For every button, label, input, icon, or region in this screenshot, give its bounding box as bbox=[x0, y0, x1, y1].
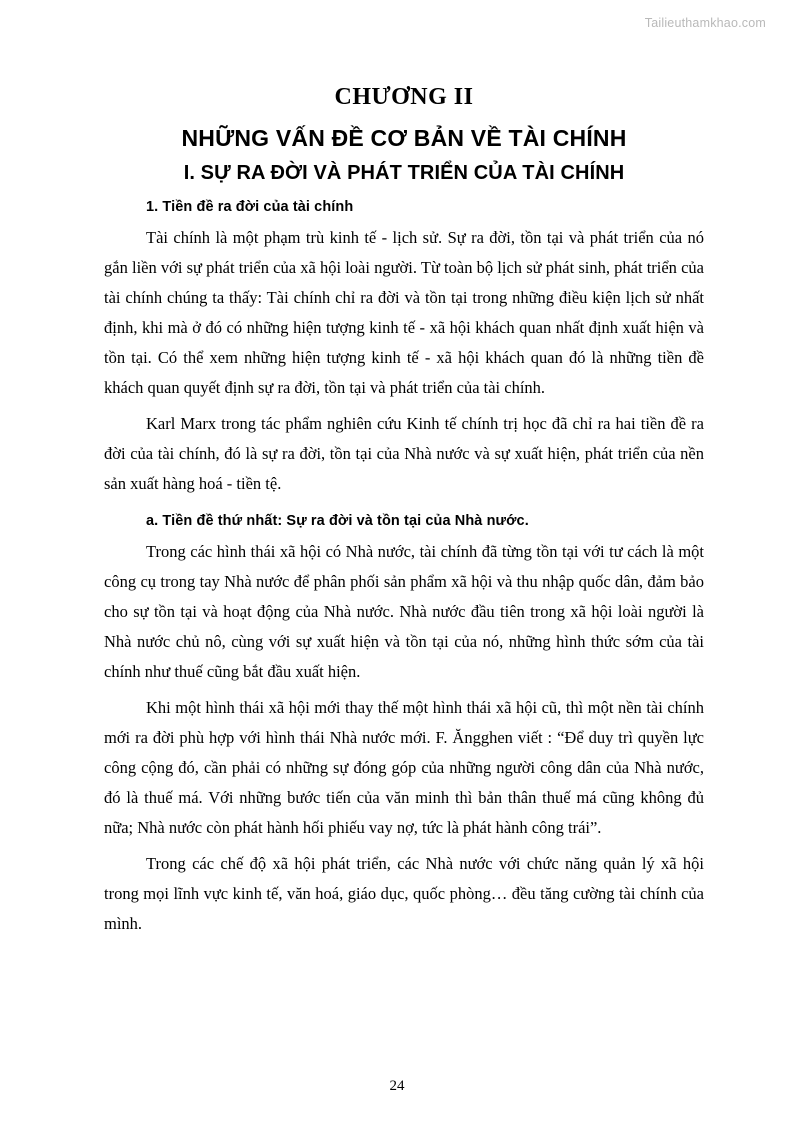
document-body bbox=[104, 84, 704, 939]
paragraph: Tài chính là một phạm trù kinh tế - lịch sử. Sự ra đời, tồn tại và phát triển của nó gắn liền với sự phát triển của xã hội loài người. Từ toàn bộ lịch sử phát sinh, phát triển của tài chính chúng ta thấy: Tài chính chỉ ra đời và tồn tại trong những điều kiện lịch sử nhất định, khi mà ở đó có những hiện tượng kinh tế - xã hội khách quan nhất định xuất hiện và tồn tại. Có thể xem những hiện tượng kinh tế - xã hội khách quan đó là những tiền đề khách quan quyết định sự ra đời, tồn tại và phát triển của tài chính. bbox=[104, 228, 704, 397]
paragraph: Karl Marx trong tác phẩm nghiên cứu Kinh tế chính trị học đã chỉ ra hai tiền đề ra đời của tài chính, đó là sự ra đời, tồn tại của Nhà nước và sự xuất hiện, phát triển của nền sản xuất hàng hoá - tiền tệ. bbox=[104, 414, 704, 493]
subsubsection-heading: a. Tiền đề thứ nhất: Sự ra đời và tồn tại của Nhà nước. bbox=[146, 513, 529, 529]
page-number: 24 bbox=[389, 1078, 405, 1094]
paragraph: Trong các hình thái xã hội có Nhà nước, tài chính đã từng tồn tại với tư cách là một công cụ trong tay Nhà nước để phân phối sản phẩm xã hội và thu nhập quốc dân, đảm bảo cho sự tồn tại và hoạt động của Nhà nước. Nhà nước đầu tiên trong xã hội loài người là Nhà nước chủ nô, cùng với sự xuất hiện và tồn tại của nó, những hình thức sớm của tài chính như thuế cũng bắt đầu xuất hiện. bbox=[104, 542, 704, 681]
chapter-title: NHỮNG VẤN ĐỀ CƠ BẢN VỀ TÀI CHÍNH bbox=[181, 125, 627, 151]
watermark-text: Tailieuthamkhao.com bbox=[644, 16, 766, 30]
subsection-heading: 1. Tiền đề ra đời của tài chính bbox=[146, 199, 354, 215]
paragraph: Khi một hình thái xã hội mới thay thế một hình thái xã hội cũ, thì một nền tài chính mới ra đời phù hợp với hình thái Nhà nước mới. F. Ăngghen viết : “Để duy trì quyền lực công cộng đó, cần phải có những sự đóng góp của những người công dân của Nhà nước, đó là thuế má. Với những bước tiến của văn minh thì bản thân thuế má cũng không đủ nữa; Nhà nước còn phát hành hối phiếu vay nợ, tức là phát hành công trái”. bbox=[104, 698, 704, 837]
section-heading: I. SỰ RA ĐỜI VÀ PHÁT TRIỂN CỦA TÀI CHÍNH bbox=[183, 162, 625, 184]
paragraph: Trong các chế độ xã hội phát triển, các Nhà nước với chức năng quản lý xã hội trong mọi lĩnh vực kinh tế, văn hoá, giáo dục, quốc phòng… đều tăng cường tài chính của mình. bbox=[104, 854, 704, 933]
chapter-label: CHƯƠNG II bbox=[334, 84, 474, 110]
